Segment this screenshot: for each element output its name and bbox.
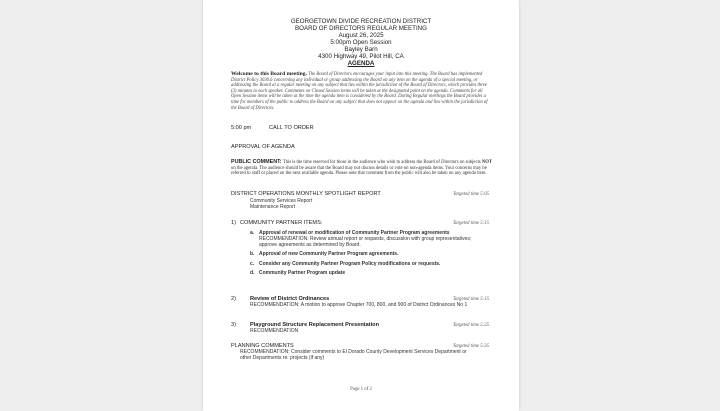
item-1d-title: Community Partner Program update	[259, 270, 346, 276]
item-2-number: 2)	[231, 296, 236, 302]
spotlight-title: DISTRICT OPERATIONS MONTHLY SPOTLIGHT REPORT	[231, 191, 381, 197]
public-comment-not: NOT	[481, 160, 493, 165]
item-1c-title: Consider any Community Partner Program Policy modifications or requests.	[259, 261, 441, 267]
item-1a-recommendation: RECOMMENDATION: Review annual report or requests, discussion with group representatives;	[259, 236, 472, 242]
venue-address: 4300 Highway 49, Pilot Hill, CA	[318, 53, 404, 60]
item-1c-letter: c.	[250, 261, 255, 267]
planning-target-time: Targeted time 5:35	[452, 344, 489, 349]
item-1a-recommendation-cont: approve agreements as determined by Board.	[259, 242, 361, 248]
spotlight-item: Maintenance Report	[250, 204, 296, 210]
item-2-title: Review of District Ordinances	[250, 296, 330, 302]
spotlight-target-time: Targeted time 5:05	[452, 192, 489, 197]
item-2-target-time: Targeted time 5:15	[452, 297, 489, 302]
agenda-heading: AGENDA	[347, 60, 375, 67]
venue-name: Bayley Barn	[344, 46, 378, 53]
item-3-number: 3)	[231, 322, 236, 328]
item-1b-letter: b.	[250, 251, 255, 257]
welcome-paragraph	[231, 72, 493, 111]
item-1-title: COMMUNITY PARTNER ITEMS:	[240, 220, 323, 226]
agenda-page	[203, 0, 519, 411]
item-2-recommendation: RECOMMENDATION: A motion to approve Chapter 700, 800, and 900 of District Ordinances No 1	[250, 302, 468, 308]
item-3-target-time: Targeted time 5:25	[452, 323, 489, 328]
item-1-target-time: Targeted time 5:15	[452, 221, 489, 226]
planning-recommendation: RECOMMENDATION: Consider comments to El Dorado County Development Services Department or	[240, 349, 467, 355]
spotlight-item: Community Services Report	[250, 198, 313, 204]
meeting-date: August 26, 2025	[338, 32, 384, 39]
item-1d-letter: d.	[250, 270, 255, 276]
page-number: Page 1 of 2	[350, 387, 372, 392]
welcome-body: The Board of Directors encourages your input into this meeting. The Board has implemented District Policy 3030.6 concerning any individual or group addressing the Board on any item on the agenda of a special meeting, or addressing the Board at a regular meeting on any subject that lies within the jurisdiction of the Board of Directors, which provides three (3) minutes to each speaker. Comments on Closed Session items will be taken at the designated point on the agenda. Comments for all Open Session items will be taken at the time the agenda item is considered by the Board. During Regular meetings the Board provides a time for members of the public to address the Board on any subject that does not appear on the agenda and lies within the jurisdiction of the Board of Directors.	[231, 72, 488, 111]
welcome-lead: Welcome to this Board meeting.	[231, 71, 307, 77]
session-time: 5:00pm Open Session	[330, 39, 392, 46]
call-to-order-time: 5:00 pm	[231, 125, 252, 131]
item-1-number: 1)	[231, 220, 236, 226]
planning-recommendation-cont: other Departments re: projects (if any)	[240, 355, 325, 361]
planning-comments-title: PLANNING COMMENTS	[231, 343, 294, 349]
call-to-order-label: CALL TO ORDER	[269, 125, 314, 131]
public-comment-body-b: on the agenda. The audience should be aware that the Board may not discuss details or vote on non-agenda items. Your concerns may be referred to staff or placed on the next available agenda. Please note that comment from the public will also be taken on any agenda item.	[231, 165, 487, 177]
meeting-title: BOARD OF DIRECTORS REGULAR MEETING	[295, 25, 427, 32]
item-1a-letter: a.	[250, 230, 255, 236]
public-comment-body-a: This is the time reserved for those in the audience who wish to address the Board of Directors on subjects	[282, 160, 481, 165]
item-1b-title: Approval of new Community Partner Program agreements.	[259, 251, 399, 257]
item-3-title: Playground Structure Replacement Presentation	[250, 322, 379, 328]
item-1a-title: Approval of renewal or modification of Community Partner Program agreements	[259, 230, 450, 236]
org-name: GEORGETOWN DIVIDE RECREATION DISTRICT	[290, 18, 432, 25]
item-3-recommendation: RECOMMENDATION	[250, 328, 299, 334]
public-comment-paragraph	[231, 160, 493, 177]
public-comment-label: PUBLIC COMMENT:	[231, 159, 282, 165]
approval-of-agenda: APPROVAL OF AGENDA	[231, 144, 295, 150]
